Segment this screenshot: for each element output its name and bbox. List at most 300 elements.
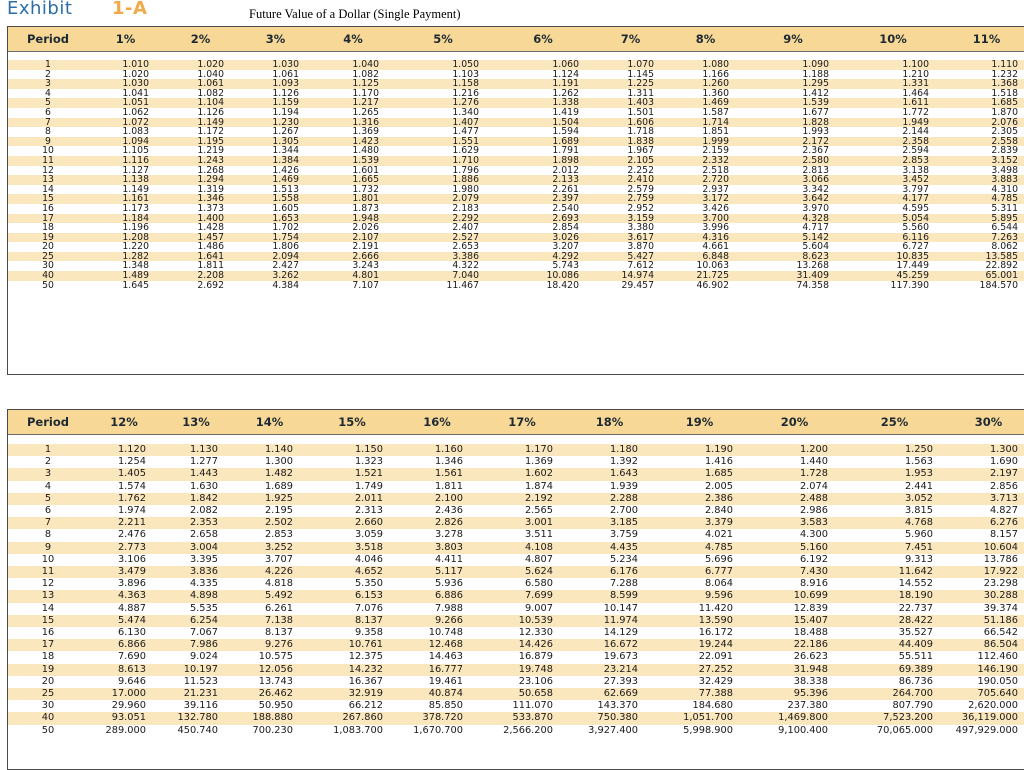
value-cell: 10.063 <box>696 260 729 272</box>
value-cell: 2.074 <box>799 480 828 492</box>
value-cell: 750.380 <box>597 712 638 724</box>
value-cell: 1.360 <box>702 87 729 99</box>
value-cell: 1.677 <box>802 106 829 118</box>
table-row <box>8 603 1024 615</box>
value-cell: 1.405 <box>117 468 146 480</box>
value-cell: 1.311 <box>627 87 654 99</box>
period-column-header: Period <box>8 27 88 52</box>
table-row <box>8 281 1024 291</box>
value-cell: 14.463 <box>428 651 463 663</box>
period-cell: 14 <box>41 602 55 614</box>
value-cell: 1.407 <box>452 116 479 128</box>
value-cell: 1.083 <box>122 126 149 138</box>
rate-column-header: 25% <box>842 410 947 435</box>
value-cell: 2,620.000 <box>968 700 1018 712</box>
value-cell: 5.743 <box>552 260 579 272</box>
value-cell: 6.544 <box>991 222 1018 234</box>
value-cell: 7.612 <box>627 260 654 272</box>
value-cell: 1.265 <box>352 106 379 118</box>
table-row <box>8 700 1024 712</box>
value-cell: 2.094 <box>272 250 299 262</box>
value-cell: 2.773 <box>117 541 146 553</box>
table-row <box>8 271 1024 281</box>
value-cell: 5.560 <box>902 222 929 234</box>
rate-column-header: 15% <box>307 410 397 435</box>
period-cell: 2 <box>44 456 52 468</box>
value-cell: 117.390 <box>890 279 929 291</box>
value-cell: 4.046 <box>354 553 383 565</box>
value-cell: 1.344 <box>272 145 299 157</box>
value-cell: 95.396 <box>793 688 828 700</box>
table-row <box>8 156 1024 166</box>
period-cell: 7 <box>44 517 52 529</box>
period-cell: 6 <box>44 505 52 517</box>
value-cell: 3.052 <box>904 492 933 504</box>
value-cell: 264.700 <box>892 688 933 700</box>
period-cell: 3 <box>44 468 52 480</box>
value-cell: 32.919 <box>348 688 383 700</box>
period-cell: 4 <box>44 480 52 492</box>
value-cell: 2.026 <box>352 222 379 234</box>
value-cell: 4.595 <box>902 202 929 214</box>
value-cell: 5.054 <box>902 212 929 224</box>
value-cell: 4.898 <box>189 590 218 602</box>
value-cell: 1.611 <box>902 97 929 109</box>
exhibit-label: Exhibit <box>7 0 73 19</box>
value-cell: 2.144 <box>902 126 929 138</box>
value-cell: 1.811 <box>434 480 463 492</box>
value-cell: 3.617 <box>627 231 654 243</box>
value-cell: 14.232 <box>348 663 383 675</box>
value-cell: 1.806 <box>272 241 299 253</box>
table-row <box>8 676 1024 688</box>
period-cell: 10 <box>41 553 55 565</box>
value-cell: 4.411 <box>434 553 463 565</box>
table-row <box>8 242 1024 252</box>
value-cell: 8.137 <box>354 614 383 626</box>
value-cell: 1.551 <box>452 135 479 147</box>
value-cell: 6.276 <box>989 517 1018 529</box>
value-cell: 5,998.900 <box>683 724 733 736</box>
value-cell: 1.020 <box>197 59 224 70</box>
value-cell: 497,929.000 <box>955 724 1018 736</box>
value-cell: 4.717 <box>802 222 829 234</box>
value-cell: 1.150 <box>354 444 383 455</box>
value-cell: 1.030 <box>122 78 149 90</box>
value-cell: 62.669 <box>603 688 638 700</box>
value-cell: 2.292 <box>452 212 479 224</box>
value-cell: 2.353 <box>189 517 218 529</box>
table-header-row <box>8 27 1024 52</box>
value-cell: 3.138 <box>902 164 929 176</box>
period-cell: 19 <box>42 231 54 243</box>
value-cell: 1.120 <box>117 444 146 455</box>
value-cell: 22.737 <box>898 602 933 614</box>
value-cell: 1.601 <box>352 164 379 176</box>
value-cell: 378.720 <box>422 712 463 724</box>
table-row <box>8 127 1024 137</box>
value-cell: 7.451 <box>904 541 933 553</box>
value-cell: 18.488 <box>793 627 828 639</box>
value-cell: 10.604 <box>983 541 1018 553</box>
value-cell: 1.082 <box>197 87 224 99</box>
table-row <box>8 204 1024 214</box>
period-cell: 12 <box>42 164 54 176</box>
value-cell: 5.960 <box>904 529 933 541</box>
value-cell: 21.231 <box>183 688 218 700</box>
value-cell: 5.474 <box>117 614 146 626</box>
value-cell: 1.295 <box>802 78 829 90</box>
value-cell: 2.313 <box>354 505 383 517</box>
value-cell: 1.040 <box>352 59 379 70</box>
value-cell: 3.066 <box>802 174 829 186</box>
value-cell: 1.104 <box>197 97 224 109</box>
value-cell: 16.672 <box>603 639 638 651</box>
value-cell: 6.848 <box>702 250 729 262</box>
value-cell: 2.854 <box>552 222 579 234</box>
value-cell: 4.363 <box>117 590 146 602</box>
value-cell: 1.605 <box>272 202 299 214</box>
value-cell: 19.748 <box>518 663 553 675</box>
value-cell: 10.575 <box>258 651 293 663</box>
value-cell: 77.388 <box>698 688 733 700</box>
value-cell: 28.422 <box>898 614 933 626</box>
value-cell: 5.696 <box>704 553 733 565</box>
value-cell: 1.400 <box>197 212 224 224</box>
value-cell: 2.427 <box>272 260 299 272</box>
value-cell: 2.261 <box>552 183 579 195</box>
value-cell: 8.137 <box>264 627 293 639</box>
value-cell: 19.244 <box>698 639 733 651</box>
value-cell: 2.159 <box>702 145 729 157</box>
value-cell: 2.386 <box>704 492 733 504</box>
value-cell: 1.749 <box>354 480 383 492</box>
value-cell: 2.853 <box>264 529 293 541</box>
value-cell: 6.153 <box>354 590 383 602</box>
value-cell: 4.108 <box>524 541 553 553</box>
value-cell: 14.552 <box>898 578 933 590</box>
value-cell: 6.866 <box>117 639 146 651</box>
value-cell: 6.580 <box>524 578 553 590</box>
value-cell: 4.328 <box>802 212 829 224</box>
value-cell: 2.658 <box>189 529 218 541</box>
value-cell: 1.602 <box>524 468 553 480</box>
table-row <box>8 627 1024 639</box>
value-cell: 1.305 <box>272 135 299 147</box>
value-cell: 1.124 <box>552 68 579 80</box>
value-cell: 2,566.200 <box>503 724 553 736</box>
value-cell: 1.477 <box>452 126 479 138</box>
value-cell: 2.692 <box>197 279 224 291</box>
value-cell: 1.225 <box>627 78 654 90</box>
future-value-table-1 <box>7 26 1024 375</box>
value-cell: 7.690 <box>117 651 146 663</box>
table-row <box>8 590 1024 602</box>
rate-column-header: 19% <box>652 410 747 435</box>
period-cell: 25 <box>42 250 54 262</box>
value-cell: 93.051 <box>111 712 146 724</box>
value-cell: 3.479 <box>117 566 146 578</box>
value-cell: 3.815 <box>904 505 933 517</box>
value-cell: 4.316 <box>702 231 729 243</box>
value-cell: 6.176 <box>609 566 638 578</box>
value-cell: 55.511 <box>898 651 933 663</box>
value-cell: 1.811 <box>197 260 224 272</box>
period-cell: 16 <box>41 627 55 639</box>
rate-column-header: 1% <box>88 27 163 52</box>
value-cell: 2.594 <box>902 145 929 157</box>
value-cell: 1.316 <box>352 116 379 128</box>
value-cell: 1.416 <box>704 456 733 468</box>
value-cell: 1.262 <box>552 87 579 99</box>
table-row <box>8 137 1024 147</box>
value-cell: 1.105 <box>122 145 149 157</box>
value-cell: 2.133 <box>552 174 579 186</box>
value-cell: 1.653 <box>272 212 299 224</box>
value-cell: 16.879 <box>518 651 553 663</box>
value-cell: 86.736 <box>898 675 933 687</box>
value-cell: 1,670.700 <box>413 724 463 736</box>
rate-column-header: 16% <box>397 410 477 435</box>
value-cell: 7.699 <box>524 590 553 602</box>
value-cell: 2.840 <box>704 505 733 517</box>
spacer-cell <box>8 52 1024 61</box>
value-cell: 31.948 <box>793 663 828 675</box>
table-row <box>8 118 1024 128</box>
value-cell: 2.839 <box>991 145 1018 157</box>
rate-column-header: 9% <box>743 27 843 52</box>
value-cell: 12.056 <box>258 663 293 675</box>
value-cell: 22.091 <box>698 651 733 663</box>
period-cell: 10 <box>42 145 54 157</box>
value-cell: 1.925 <box>264 492 293 504</box>
rate-column-header: 7% <box>593 27 668 52</box>
value-cell: 69.389 <box>898 663 933 675</box>
value-cell: 12.375 <box>348 651 383 663</box>
table-row <box>8 175 1024 185</box>
value-cell: 3.498 <box>991 164 1018 176</box>
period-cell: 16 <box>42 202 54 214</box>
table-row <box>8 194 1024 204</box>
value-cell: 4.785 <box>704 541 733 553</box>
value-cell: 1.842 <box>189 492 218 504</box>
value-cell: 1.145 <box>627 68 654 80</box>
period-cell: 7 <box>45 116 51 128</box>
value-cell: 1.606 <box>627 116 654 128</box>
value-cell: 1.949 <box>902 116 929 128</box>
value-cell: 2.252 <box>627 164 654 176</box>
value-cell: 3.262 <box>272 270 299 282</box>
value-cell: 2.367 <box>802 145 829 157</box>
value-cell: 3,927.400 <box>588 724 638 736</box>
period-column-header: Period <box>8 410 88 435</box>
value-cell: 1.051 <box>122 97 149 109</box>
value-cell: 700.230 <box>252 724 293 736</box>
value-cell: 6.261 <box>264 602 293 614</box>
value-cell: 13.585 <box>985 250 1018 262</box>
value-cell: 7.138 <box>264 614 293 626</box>
value-cell: 1.689 <box>552 135 579 147</box>
value-cell: 1.250 <box>904 444 933 455</box>
value-cell: 1.373 <box>197 202 224 214</box>
value-cell: 2.076 <box>991 116 1018 128</box>
value-cell: 2.208 <box>197 270 224 282</box>
value-cell: 7,523.200 <box>883 712 933 724</box>
table-row <box>8 615 1024 627</box>
value-cell: 1,051.700 <box>683 712 733 724</box>
value-cell: 4.807 <box>524 553 553 565</box>
table-row <box>8 481 1024 493</box>
spacer-cell <box>8 435 1024 445</box>
value-cell: 146.190 <box>977 663 1018 675</box>
value-cell: 3.001 <box>524 517 553 529</box>
value-cell: 1.369 <box>352 126 379 138</box>
value-cell: 23.214 <box>603 663 638 675</box>
value-cell: 8.623 <box>802 250 829 262</box>
value-cell: 2.813 <box>802 164 829 176</box>
value-cell: 10.761 <box>348 639 383 651</box>
table-spacer <box>8 52 1024 61</box>
table-row <box>8 166 1024 176</box>
period-cell: 30 <box>41 700 55 712</box>
value-cell: 8.157 <box>989 529 1018 541</box>
value-cell: 5.160 <box>799 541 828 553</box>
value-cell: 2.197 <box>989 468 1018 480</box>
period-cell: 25 <box>41 688 55 700</box>
value-cell: 1.062 <box>122 106 149 118</box>
value-cell: 1.184 <box>122 212 149 224</box>
value-cell: 132.780 <box>177 712 218 724</box>
value-cell: 4.226 <box>264 566 293 578</box>
value-cell: 5.535 <box>189 602 218 614</box>
value-cell: 3.185 <box>609 517 638 529</box>
value-cell: 1.464 <box>902 87 929 99</box>
value-cell: 2.952 <box>627 202 654 214</box>
value-cell: 1.217 <box>352 97 379 109</box>
value-cell: 3.583 <box>799 517 828 529</box>
value-cell: 1.090 <box>802 59 829 70</box>
period-cell: 20 <box>42 241 54 253</box>
value-cell: 1.428 <box>197 222 224 234</box>
value-cell: 10.748 <box>428 627 463 639</box>
value-cell: 10.835 <box>896 250 929 262</box>
period-cell: 13 <box>41 590 55 602</box>
value-cell: 2.005 <box>704 480 733 492</box>
value-cell: 1.173 <box>122 202 149 214</box>
value-cell: 1.641 <box>197 250 224 262</box>
value-cell: 1.254 <box>117 456 146 468</box>
value-cell: 14.426 <box>518 639 553 651</box>
value-cell: 4.652 <box>354 566 383 578</box>
value-cell: 7.430 <box>799 566 828 578</box>
value-cell: 2.700 <box>609 505 638 517</box>
value-cell: 1.100 <box>902 59 929 70</box>
table-row <box>8 688 1024 700</box>
value-cell: 1.801 <box>352 193 379 205</box>
value-cell: 7.067 <box>189 627 218 639</box>
period-cell: 40 <box>42 270 54 282</box>
period-cell: 11 <box>41 566 55 578</box>
table-row <box>8 444 1024 456</box>
value-cell: 1.276 <box>452 97 479 109</box>
rate-column-header: 8% <box>668 27 743 52</box>
value-cell: 18.190 <box>898 590 933 602</box>
value-cell: 1.689 <box>264 480 293 492</box>
value-cell: 8.064 <box>704 578 733 590</box>
value-cell: 8.916 <box>799 578 828 590</box>
period-cell: 3 <box>45 78 51 90</box>
value-cell: 1.948 <box>352 212 379 224</box>
rate-column-header: 6% <box>493 27 593 52</box>
table-row <box>8 223 1024 233</box>
value-cell: 27.393 <box>603 675 638 687</box>
table-header-row <box>8 410 1024 435</box>
value-cell: 2.666 <box>352 250 379 262</box>
value-cell: 27.252 <box>698 663 733 675</box>
value-cell: 2.441 <box>904 480 933 492</box>
value-cell: 1.953 <box>904 468 933 480</box>
value-cell: 1.030 <box>272 59 299 70</box>
value-cell: 2.332 <box>702 154 729 166</box>
table-spacer <box>8 435 1024 445</box>
value-cell: 19.673 <box>603 651 638 663</box>
value-cell: 1.482 <box>264 468 293 480</box>
value-cell: 1.504 <box>552 116 579 128</box>
table-row <box>8 505 1024 517</box>
value-cell: 2.720 <box>702 174 729 186</box>
period-cell: 15 <box>42 193 54 205</box>
value-cell: 1.574 <box>117 480 146 492</box>
value-cell: 1.423 <box>352 135 379 147</box>
value-cell: 1.501 <box>627 106 654 118</box>
table-row <box>8 146 1024 156</box>
value-cell: 4.785 <box>991 193 1018 205</box>
value-cell: 11.420 <box>698 602 733 614</box>
value-cell: 1.319 <box>197 183 224 195</box>
value-cell: 2.580 <box>802 154 829 166</box>
value-cell: 39.374 <box>983 602 1018 614</box>
value-cell: 3.159 <box>627 212 654 224</box>
value-cell: 9.266 <box>434 614 463 626</box>
value-cell: 66.212 <box>348 700 383 712</box>
value-cell: 10.539 <box>518 614 553 626</box>
value-cell: 39.116 <box>183 700 218 712</box>
value-cell: 2.826 <box>434 517 463 529</box>
value-cell: 1.873 <box>352 202 379 214</box>
table-row <box>8 456 1024 468</box>
value-cell: 1.939 <box>609 480 638 492</box>
value-cell: 1.772 <box>902 106 929 118</box>
value-cell: 5.492 <box>264 590 293 602</box>
value-cell: 1.348 <box>122 260 149 272</box>
rate-column-header: 10% <box>843 27 943 52</box>
table-row <box>8 468 1024 480</box>
value-cell: 4.021 <box>704 529 733 541</box>
value-cell: 7.988 <box>434 602 463 614</box>
value-cell: 1.594 <box>552 126 579 138</box>
period-cell: 1 <box>45 59 51 70</box>
value-cell: 2.172 <box>802 135 829 147</box>
value-cell: 3.836 <box>189 566 218 578</box>
value-cell: 8.613 <box>117 663 146 675</box>
value-cell: 17.922 <box>983 566 1018 578</box>
value-cell: 1.426 <box>272 164 299 176</box>
value-cell: 3.883 <box>991 174 1018 186</box>
value-cell: 1.469 <box>702 97 729 109</box>
value-cell: 1.190 <box>704 444 733 455</box>
value-cell: 2.660 <box>354 517 383 529</box>
value-cell: 1.210 <box>902 68 929 80</box>
